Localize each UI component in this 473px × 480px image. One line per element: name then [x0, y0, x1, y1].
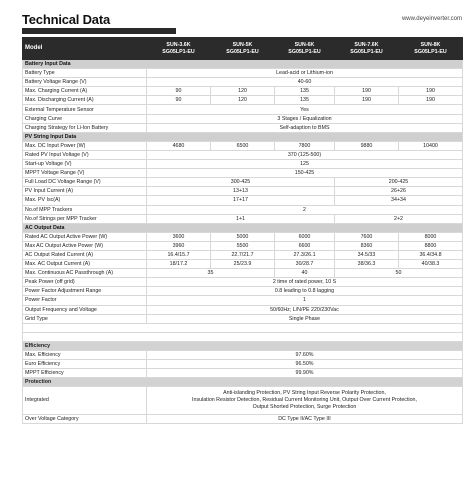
cell: 4680	[147, 141, 211, 150]
section-ac: AC Output Data	[23, 223, 463, 232]
cell: 6600	[275, 241, 335, 250]
spec-table	[22, 37, 463, 424]
section-pv: PV String Input Data	[23, 132, 463, 141]
model-col-6k: SUN-6K SG05LP1-EU	[275, 38, 335, 60]
row-label: PV Input Current (A)	[23, 187, 147, 196]
row-value: Yes	[147, 105, 463, 114]
cell: 3600	[147, 232, 211, 241]
table-row	[23, 196, 463, 205]
cell: 135	[275, 96, 335, 105]
table-row	[23, 305, 463, 314]
row-label: Max. DC Input Power (W)	[23, 141, 147, 150]
section-efficiency: Efficiency	[23, 341, 463, 350]
row-value: 1	[147, 296, 463, 305]
cell: 8000	[399, 232, 463, 241]
row-label: Output Frequency and Voltage	[23, 305, 147, 314]
spacer	[23, 332, 463, 341]
page-title: Technical Data	[22, 12, 110, 27]
table-header-row	[23, 38, 463, 60]
table-row	[23, 415, 463, 424]
row-label: MPPT Voltage Range (V)	[23, 169, 147, 178]
cell: 50	[335, 269, 463, 278]
table-row	[23, 241, 463, 250]
table-row	[23, 287, 463, 296]
row-label: Charging Strategy for Li-Ion Battery	[23, 123, 147, 132]
row-value: 150-425	[147, 169, 463, 178]
row-value: 97.60%	[147, 351, 463, 360]
row-label: Charging Curve	[23, 114, 147, 123]
cell: 135	[275, 87, 335, 96]
cell: 8800	[399, 241, 463, 250]
cell: 7600	[335, 232, 399, 241]
row-label: Peak Power (off grid)	[23, 278, 147, 287]
cell: 300-425	[147, 178, 335, 187]
table-row	[23, 78, 463, 87]
table-row	[23, 96, 463, 105]
cell: 120	[211, 87, 275, 96]
row-label: Euro Efficiency	[23, 360, 147, 369]
cell: 6000	[275, 232, 335, 241]
row-value: 3 Stages / Equalization	[147, 114, 463, 123]
row-value: 99.90%	[147, 369, 463, 378]
spacer-row	[23, 323, 463, 332]
row-value: 96.50%	[147, 360, 463, 369]
title-underline-bar	[22, 28, 176, 34]
table-row	[23, 314, 463, 323]
row-label: Rated AC Output Active Power (W)	[23, 232, 147, 241]
cell: 25/23.9	[211, 260, 275, 269]
cell: 190	[335, 96, 399, 105]
row-label: Battery Type	[23, 69, 147, 78]
cell: 3960	[147, 241, 211, 250]
row-label: No.of Strings per MPP Tracker	[23, 214, 147, 223]
cell: 2+2	[335, 214, 463, 223]
row-label: MPPT Efficiency	[23, 369, 147, 378]
row-label: Max. Efficiency	[23, 351, 147, 360]
table-row	[23, 232, 463, 241]
table-row	[23, 160, 463, 169]
section-row	[23, 378, 463, 387]
table-row	[23, 351, 463, 360]
section-battery: Battery Input Data	[23, 60, 463, 69]
table-row	[23, 105, 463, 114]
row-value: Self-adaption to BMS	[147, 123, 463, 132]
row-value: 125	[147, 160, 463, 169]
row-label: Battery Voltage Range (V)	[23, 78, 147, 87]
section-row	[23, 60, 463, 69]
table-row	[23, 187, 463, 196]
section-row	[23, 223, 463, 232]
model-col-5k: SUN-5K SG05LP1-EU	[211, 38, 275, 60]
row-label: Max. Discharging Current (A)	[23, 96, 147, 105]
cell: 40/38.3	[399, 260, 463, 269]
section-protection: Protection	[23, 378, 463, 387]
cell: 200-425	[335, 178, 463, 187]
table-row	[23, 150, 463, 159]
cell: 190	[399, 87, 463, 96]
row-label: Over Voltage Category	[23, 415, 147, 424]
website-url: www.deyeinverter.com	[401, 16, 462, 22]
table-row	[23, 141, 463, 150]
section-row	[23, 341, 463, 350]
cell: 16.4/15.7	[147, 250, 211, 259]
row-label: Power Factor	[23, 296, 147, 305]
cell: 7800	[275, 141, 335, 150]
table-row	[23, 360, 463, 369]
cell: 30/28.7	[275, 260, 335, 269]
row-value: 40-60	[147, 78, 463, 87]
table-row	[23, 278, 463, 287]
spacer-row	[23, 332, 463, 341]
row-label: Max. AC Output Current (A)	[23, 260, 147, 269]
protection-line: Output Shorted Protection, Surge Protection	[252, 404, 357, 411]
cell: 13+13	[147, 187, 335, 196]
protection-line: Insulation Resistor Detection, Residual Current Monitoring Unit, Output Over Current Protection,	[192, 397, 417, 404]
row-value: DC Type II/AC Type III	[147, 415, 463, 424]
table-row	[23, 169, 463, 178]
model-header: Model	[23, 38, 147, 60]
row-value: 2	[147, 205, 463, 214]
cell: 26+26	[335, 187, 463, 196]
cell: 17+17	[147, 196, 335, 205]
cell: 36.4/34.8	[399, 250, 463, 259]
cell: 38/36.3	[335, 260, 399, 269]
row-value: Single Phase	[147, 314, 463, 323]
row-value	[147, 387, 463, 415]
row-label: Max. Charging Current (A)	[23, 87, 147, 96]
table-row	[23, 87, 463, 96]
table-row	[23, 369, 463, 378]
cell: 120	[211, 96, 275, 105]
row-label: Full Load DC Voltage Range (V)	[23, 178, 147, 187]
row-value: 2 time of rated power, 10 S	[147, 278, 463, 287]
row-value: Lead-acid or Lithium-ion	[147, 69, 463, 78]
cell: 34.5/33	[335, 250, 399, 259]
table-row	[23, 214, 463, 223]
cell: 40	[275, 269, 335, 278]
cell: 27.3/26.1	[275, 250, 335, 259]
row-label: No.of MPP Trackers	[23, 205, 147, 214]
row-label: Rated PV Input Voltage (V)	[23, 150, 147, 159]
row-label: Max AC Output Active Power (W)	[23, 241, 147, 250]
table-row	[23, 178, 463, 187]
row-label: Power Factor Adjustment Range	[23, 287, 147, 296]
cell: 35	[147, 269, 275, 278]
row-value: 0.8 leading to 0.8 lagging	[147, 287, 463, 296]
cell: 34+34	[335, 196, 463, 205]
model-col-3-6k: SUN-3.6K SG05LP1-EU	[147, 38, 211, 60]
row-value: 50/60Hz; L/N/PE 220/230Vac	[147, 305, 463, 314]
row-label: Max. PV Isc(A)	[23, 196, 147, 205]
table-row	[23, 250, 463, 259]
cell: 1+1	[147, 214, 335, 223]
spacer	[23, 323, 463, 332]
table-row	[23, 387, 463, 415]
table-row	[23, 114, 463, 123]
cell: 90	[147, 87, 211, 96]
row-label: External Temperature Sensor	[23, 105, 147, 114]
protection-line: Anti-islanding Protection, PV String Input Reverse Polarity Protection,	[223, 390, 386, 397]
row-label: Integrated	[23, 387, 147, 415]
cell: 9880	[335, 141, 399, 150]
row-label: Start-up Voltage (V)	[23, 160, 147, 169]
row-label: AC Output Rated Current (A)	[23, 250, 147, 259]
table-row	[23, 260, 463, 269]
row-label: Max. Continuous AC Passthrough (A)	[23, 269, 147, 278]
section-row	[23, 132, 463, 141]
table-row	[23, 69, 463, 78]
model-col-8k: SUN-8K SG05LP1-EU	[399, 38, 463, 60]
table-row	[23, 123, 463, 132]
cell: 6500	[211, 141, 275, 150]
table-row	[23, 269, 463, 278]
row-label: Grid Type	[23, 314, 147, 323]
cell: 5500	[211, 241, 275, 250]
cell: 8360	[335, 241, 399, 250]
table-row	[23, 296, 463, 305]
cell: 190	[399, 96, 463, 105]
cell: 5000	[211, 232, 275, 241]
page-header	[22, 12, 462, 28]
cell: 90	[147, 96, 211, 105]
cell: 22.7/21.7	[211, 250, 275, 259]
cell: 10400	[399, 141, 463, 150]
row-value: 370 (125-500)	[147, 150, 463, 159]
cell: 190	[335, 87, 399, 96]
cell: 18/17.2	[147, 260, 211, 269]
table-row	[23, 205, 463, 214]
model-col-7-6k: SUN-7.6K SG05LP1-EU	[335, 38, 399, 60]
